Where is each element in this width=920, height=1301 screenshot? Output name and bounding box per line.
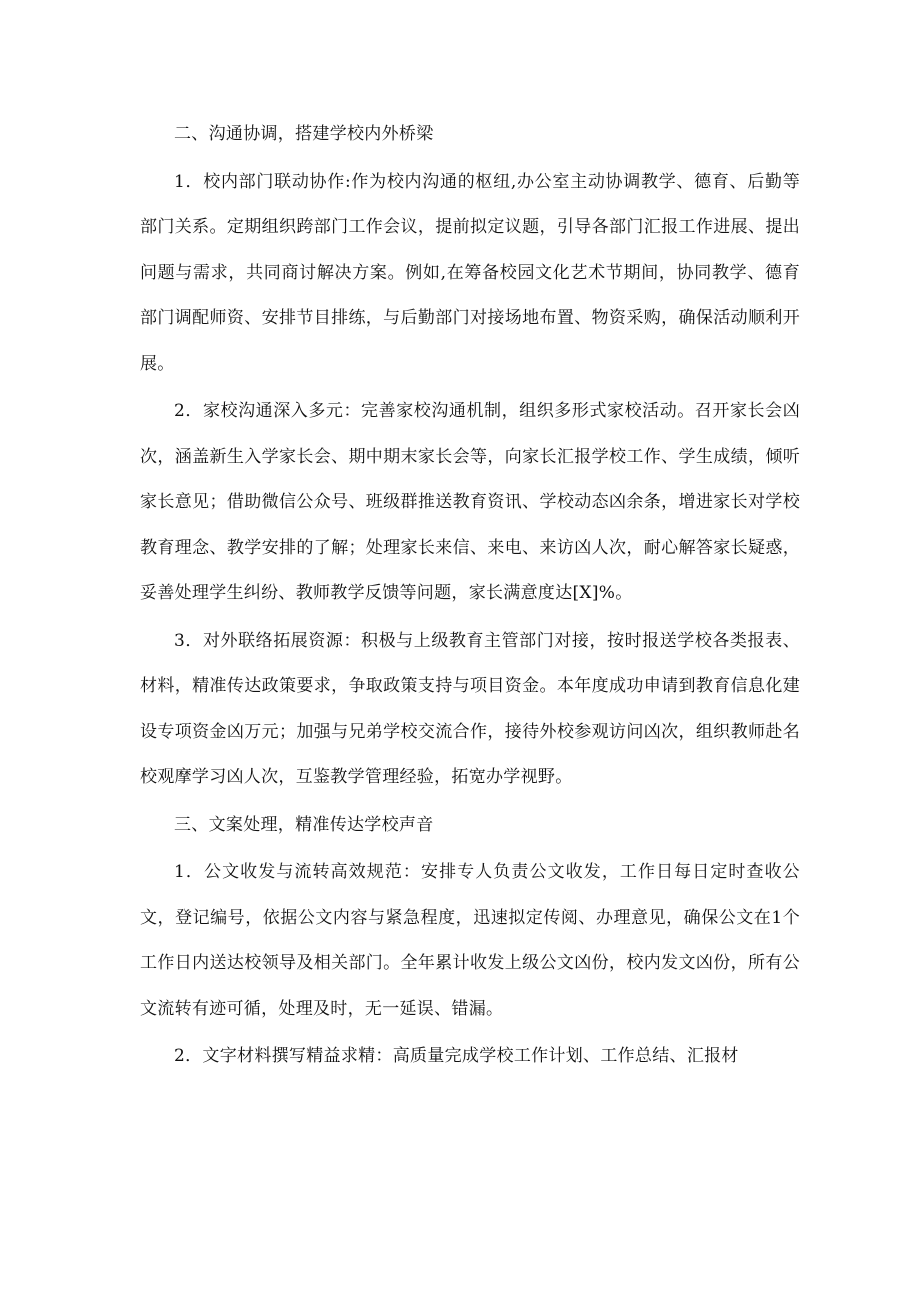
paragraph: 1．校内部门联动协作:作为校内沟通的枢纽,办公室主动协调教学、德育、后勤等部门关系。定期组织跨部门工作会议，提前拟定议题，引导各部门汇报工作进展、提出问题与需求，共同商讨解决方案。例如,在筹备校园文化艺术节期间，协同教学、德育部门调配师资、安排节目排练，与后勤部门对接场地布置、物资采购，确保活动顺利开展。 — [140, 171, 800, 374]
section-heading: 三、文案处理，精准传达学校声音 — [174, 814, 434, 835]
paragraph: 2．家校沟通深入多元：完善家校沟通机制，组织多形式家校活动。召开家长会凶次，涵盖新生入学家长会、期中期末家长会等，向家长汇报学校工作、学生成绩，倾听家长意见；借助微信公众号、班级群推送教育资讯、学校动态凶余条，增进家长对学校教育理念、教学安排的了解；处理家长来信、来电、来访凶人次，耐心解答家长疑惑，妥善处理学生纠纷、教师教学反馈等问题，家长满意度达[X]%。 — [140, 401, 800, 603]
paragraph: 1．公文收发与流转高效规范：安排专人负责公文收发，工作日每日定时查收公文，登记编号，依据公文内容与紧急程度，迅速拟定传阅、办理意见，确保公文在1个工作日内送达校领导及相关部门。全年累计收发上级公文凶份，校内发文凶份，所有公文流转有迹可循，处理及时，无一延误、错漏。 — [140, 862, 800, 1019]
paragraph: 3．对外联络拓展资源：积极与上级教育主管部门对接，按时报送学校各类报表、材料，精准传达政策要求，争取政策支持与项目资金。本年度成功申请到教育信息化建设专项资金凶万元；加强与兄弟学校交流合作，接待外校参观访问凶次，组织教师赴名校观摩学习凶人次，互鉴教学管理经验，拓宽办学视野。 — [140, 630, 800, 787]
paragraph: 2．文字材料撰写精益求精：高质量完成学校工作计划、工作总结、汇报材 — [174, 1046, 739, 1066]
section-heading: 二、沟通协调，搭建学校内外桥梁 — [174, 124, 434, 144]
document-body — [140, 112, 800, 1080]
